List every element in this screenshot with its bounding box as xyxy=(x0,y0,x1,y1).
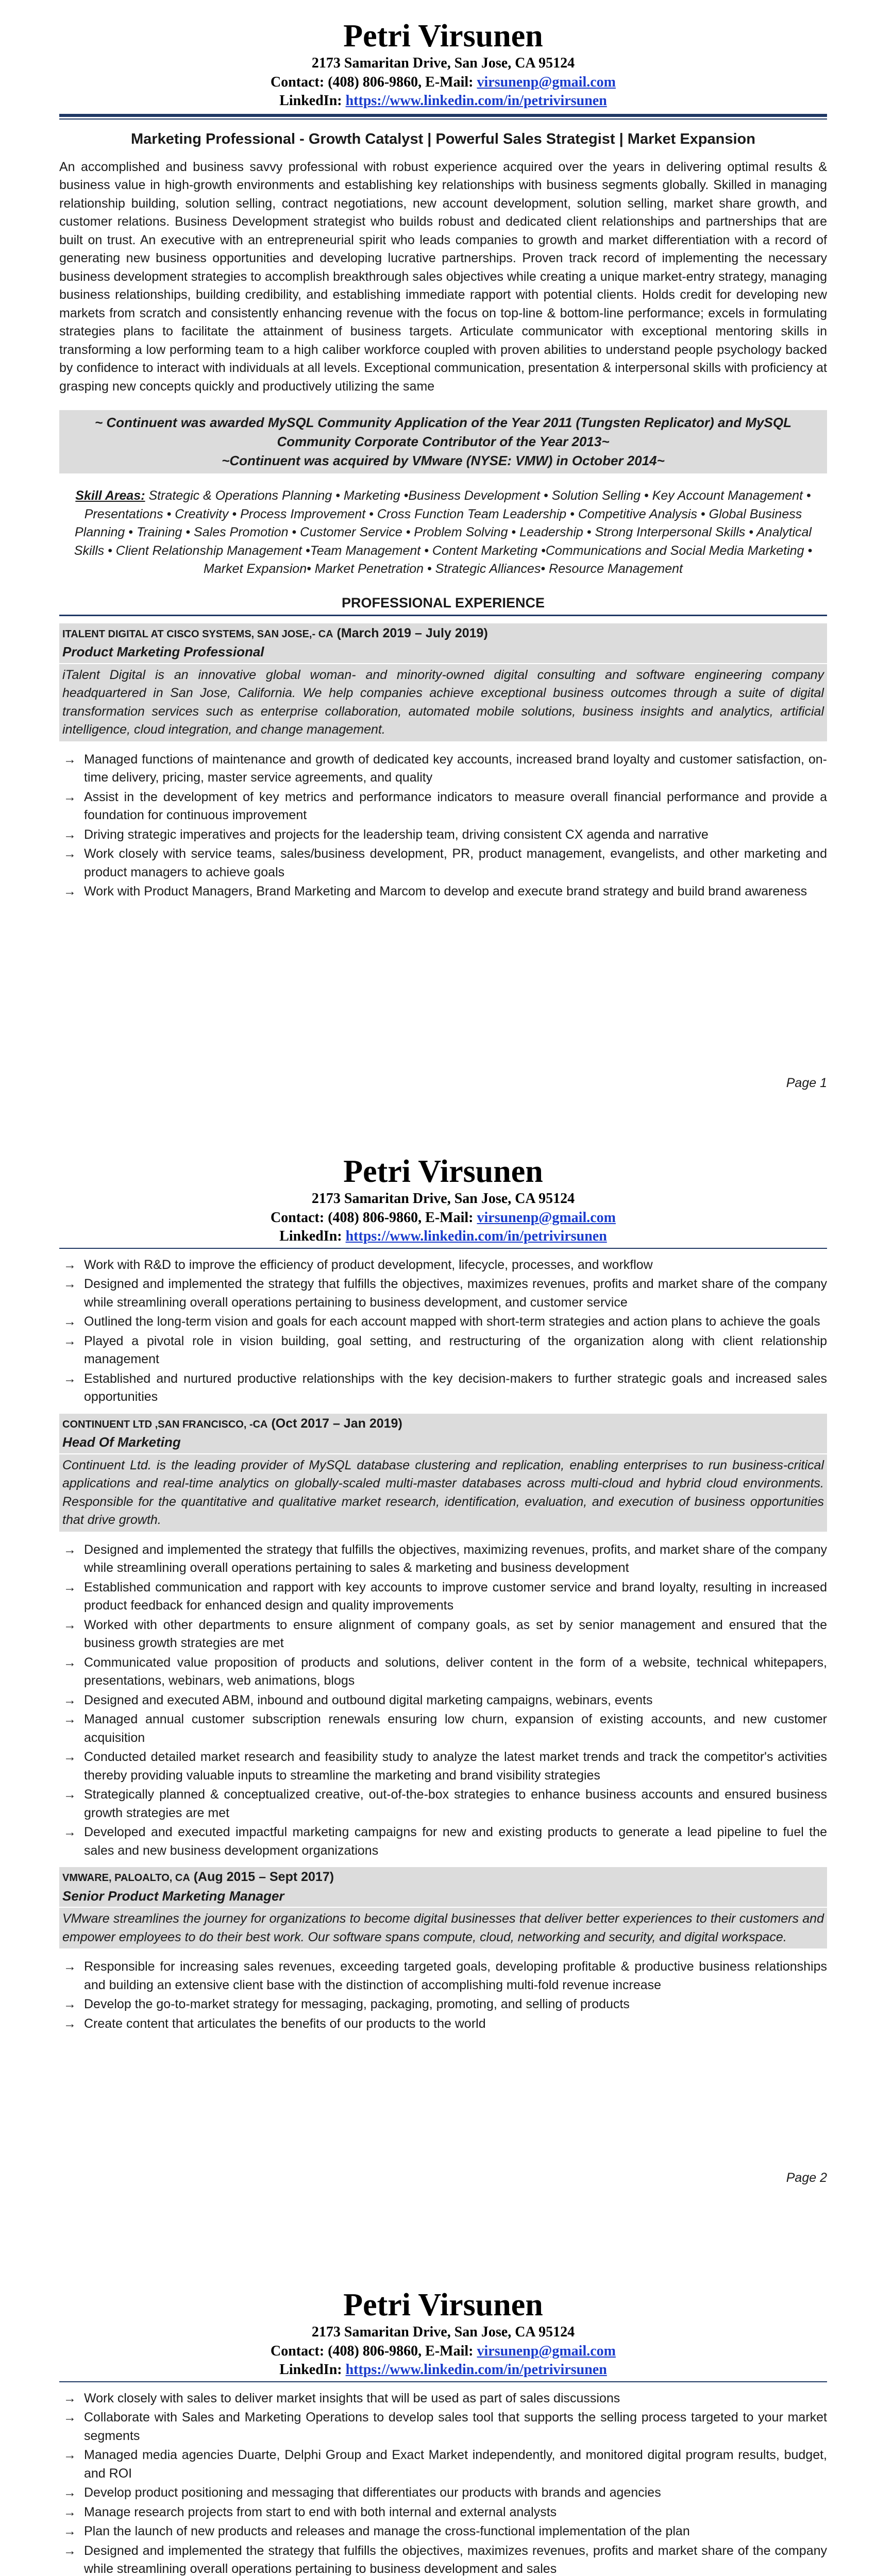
list-item-text: Work with Product Managers, Brand Marketing and Marcom to develop and execute brand strategy and build brand awareness xyxy=(84,884,807,899)
contact-line xyxy=(59,2342,827,2361)
arrow-icon: → xyxy=(63,1371,76,1386)
arrow-icon: → xyxy=(63,1959,76,1974)
job-header-continuent-ltd xyxy=(59,1414,827,1453)
arrow-icon: → xyxy=(63,1314,76,1329)
list-item-text: Communicated value proposition of products and solutions, deliver content in the form of a website, technical whitepapers, presentations, webinars, web animations, blogs xyxy=(84,1655,827,1688)
list-item-text: Assist in the development of key metrics and performance indicators to measure overall financial performance and provide a foundation for continuous improvement xyxy=(84,789,827,823)
list-item-text: Designed and implemented the strategy that fulfills the objectives, maximizes revenues, profits and market share of the company while streamlining overall operations pertaining to business development and sales xyxy=(84,2543,827,2576)
skill-areas xyxy=(70,487,817,579)
award-line-2: ~Continuent was acquired by VMware (NYSE: VMW) in October 2014~ xyxy=(222,453,665,469)
arrow-icon: → xyxy=(63,1617,76,1632)
arrow-icon: → xyxy=(63,1257,76,1272)
linkedin-prefix: LinkedIn: xyxy=(279,93,346,109)
list-item xyxy=(59,1579,827,1615)
job-description: VMware streamlines the journey for organizations to become digital businesses that deliver better experiences to their customers and empower employees to do their best work. Our software spans compute, cloud, networking and security, and digital workspace. xyxy=(59,1908,827,1948)
list-item xyxy=(59,2503,827,2522)
linkedin-prefix: LinkedIn: xyxy=(279,1228,346,1245)
job-company: ITALENT DIGITAL AT CISCO SYSTEMS, SAN JOSE,- CA xyxy=(62,628,333,640)
list-item-text: Collaborate with Sales and Marketing Operations to develop sales tool that supports the selling process targeted to your market segments xyxy=(84,2410,827,2443)
list-item-text: Established communication and rapport with key accounts to improve customer service and brand loyalty, resulting in increased product feedback for enhanced design and quality improvements xyxy=(84,1580,827,1613)
list-item xyxy=(59,1691,827,1710)
resume-page-3 xyxy=(0,2267,876,2576)
skill-areas-list: Strategic & Operations Planning • Marketing •Business Development • Solution Selling • Key Account Management • Presentations • Creativity • Process Improvement • Cross Function Team Leadership • Competitive Analysis • Global Business Planning • Training • Sales Promotion • Customer Service • Problem Solving • Leadership • Strong Interpersonal Skills • Analytical Skills • Client Relationship Management •Team Management • Content Marketing •Communications and Social Media Marketing • Market Expansion• Market Penetration • Strategic Alliances• Resource Management xyxy=(74,488,813,576)
job-title: Senior Product Marketing Manager xyxy=(62,1888,284,1904)
job-dates: (March 2019 – July 2019) xyxy=(333,625,488,640)
list-item xyxy=(59,1748,827,1785)
award-line-1: ~ Continuent was awarded MySQL Community Application of the Year 2011 (Tungsten Replicator) and MySQL Community Corporate Contributor of the Year 2013~ xyxy=(95,415,791,450)
arrow-icon: → xyxy=(63,884,76,899)
arrow-icon: → xyxy=(63,2543,76,2558)
arrow-icon: → xyxy=(63,2504,76,2519)
list-item-text: Strategically planned & conceptualized creative, out-of-the-box strategies to enhance business accounts and ensured business growth strategies are met xyxy=(84,1787,827,1820)
linkedin-link[interactable]: https://www.linkedin.com/in/petrivirsunen xyxy=(345,93,607,109)
job-company: CONTINUENT LTD ,SAN FRANCISCO, -CA xyxy=(62,1418,268,1430)
list-item-text: Managed media agencies Duarte, Delphi Group and Exact Market independently, and monitored digital program results, budget, and ROI xyxy=(84,2448,827,2481)
contact-line xyxy=(59,1209,827,1227)
arrow-icon: → xyxy=(63,1997,76,2012)
list-item xyxy=(59,2446,827,2483)
job-header-italent xyxy=(59,623,827,663)
list-item xyxy=(59,1654,827,1690)
job-bullets-italent-p1 xyxy=(59,751,827,901)
candidate-name: Petri Virsunen xyxy=(343,19,543,54)
list-item-text: Work closely with service teams, sales/business development, PR, product management, evangelists, and other marketing and product managers to achieve goals xyxy=(84,846,827,879)
header-divider xyxy=(59,1248,827,1249)
arrow-icon: → xyxy=(63,2016,76,2031)
linkedin-line xyxy=(59,92,827,110)
arrow-icon: → xyxy=(63,1655,76,1670)
list-item-text: Work with R&D to improve the efficiency of product development, lifecycle, processes, and workflow xyxy=(84,1257,653,1272)
resume-header xyxy=(59,19,827,111)
list-item-text: Conducted detailed market research and feasibility study to analyze the latest market trends and track the competitor's activities thereby providing valuable inputs to streamline the marketing and brand visibility strategies xyxy=(84,1750,827,1783)
list-item-text: Create content that articulates the benefits of our products to the world xyxy=(84,2016,486,2031)
resume-header xyxy=(59,1154,827,1246)
candidate-name: Petri Virsunen xyxy=(343,1154,543,1189)
candidate-name: Petri Virsunen xyxy=(343,2287,543,2323)
list-item-text: Played a pivotal role in vision building, goal setting, and restructuring of the organization along with client relationship management xyxy=(84,1333,827,1367)
list-item xyxy=(59,845,827,882)
job-bullets-continuent-ltd xyxy=(59,1541,827,1860)
list-item-text: Designed and executed ABM, inbound and outbound digital marketing campaigns, webinars, events xyxy=(84,1692,653,1707)
job-bullets-vmware-p2 xyxy=(59,1958,827,2033)
list-item-text: Established and nurtured productive relationships with the key decision-makers to further strategic goals and increased sales opportunities xyxy=(84,1371,827,1404)
address: 2173 Samaritan Drive, San Jose, CA 95124 xyxy=(311,1191,575,1207)
list-item xyxy=(59,2389,827,2408)
page-2-content xyxy=(59,1154,827,2040)
resume-page-1 xyxy=(0,0,876,1133)
list-item xyxy=(59,1275,827,1312)
job-dates: (Aug 2015 – Sept 2017) xyxy=(190,1870,334,1885)
list-item xyxy=(59,1823,827,1860)
email-link[interactable]: virsunenp@gmail.com xyxy=(477,1209,616,1226)
job-title: Head Of Marketing xyxy=(62,1434,181,1450)
professional-headline: Marketing Professional - Growth Catalyst | Powerful Sales Strategist | Market Expansion xyxy=(131,130,755,147)
list-item-text: Designed and implemented the strategy that fulfills the objectives, maximizes revenues, profits and market share of the company while streamlining overall operations pertaining to business development, and customer service xyxy=(84,1277,827,1310)
list-item xyxy=(59,2484,827,2502)
linkedin-line xyxy=(59,2361,827,2379)
award-banner xyxy=(59,410,827,473)
list-item-text: Manage research projects from start to end with both internal and external analysts xyxy=(84,2504,557,2519)
job-header-vmware xyxy=(59,1867,827,1907)
resume-page-2 xyxy=(0,1133,876,2267)
list-item-text: Driving strategic imperatives and projects for the leadership team, driving consistent CX agenda and narrative xyxy=(84,827,709,842)
linkedin-link[interactable]: https://www.linkedin.com/in/petrivirsunen xyxy=(345,2362,607,2378)
list-item xyxy=(59,1313,827,1331)
job-description: iTalent Digital is an innovative global woman- and minority-owned digital consulting and software engineering company headquartered in San Jose, California. We help companies achieve exceptional business outcomes through a suite of digital transformation services such as enterprise collaboration, automated mobile solutions, business insights and analytics, artificial intelligence, cloud integration, and change management. xyxy=(59,664,827,741)
list-item xyxy=(59,2542,827,2576)
arrow-icon: → xyxy=(63,1787,76,1802)
list-item xyxy=(59,751,827,787)
list-item xyxy=(59,826,827,844)
list-item xyxy=(59,2522,827,2541)
contact-prefix: Contact: (408) 806-9860, E-Mail: xyxy=(271,2343,477,2359)
job-title: Product Marketing Professional xyxy=(62,644,264,660)
arrow-icon: → xyxy=(63,1712,76,1727)
job-description: Continuent Ltd. is the leading provider of MySQL database clustering and replication, enabling enterprises to run business-critical applications and real-time analytics on globally-scaled multi-master databases across multi-cloud and hybrid cloud environments. Responsible for the quantitative and qualitative market research, identification, evaluation, and execution of business opportunities that drive growth. xyxy=(59,1454,827,1532)
list-item xyxy=(59,1616,827,1653)
arrow-icon: → xyxy=(63,846,76,861)
list-item-text: Worked with other departments to ensure alignment of company goals, as set by senior management and ensured that the business growth strategies are met xyxy=(84,1617,827,1651)
linkedin-prefix: LinkedIn: xyxy=(279,2362,346,2378)
page-1-content xyxy=(59,19,827,908)
header-divider-thin xyxy=(59,118,827,120)
list-item-text: Managed annual customer subscription renewals ensuring low churn, expansion of existing accounts, and new customer acquisition xyxy=(84,1712,827,1745)
linkedin-line xyxy=(59,1227,827,1246)
arrow-icon: → xyxy=(63,2485,76,2500)
job-bullets-italent-p2 xyxy=(59,1256,827,1406)
resume-header xyxy=(59,2287,827,2380)
page-number: Page 2 xyxy=(786,2171,827,2185)
email-link[interactable]: virsunenp@gmail.com xyxy=(477,2343,616,2359)
address: 2173 Samaritan Drive, San Jose, CA 95124 xyxy=(311,55,575,72)
list-item xyxy=(59,1541,827,1578)
list-item xyxy=(59,1786,827,1822)
list-item-text: Work closely with sales to deliver market insights that will be used as part of sales discussions xyxy=(84,2391,620,2405)
header-divider xyxy=(59,2381,827,2382)
list-item xyxy=(59,2015,827,2033)
job-dates: (Oct 2017 – Jan 2019) xyxy=(267,1416,402,1431)
page-number: Page 1 xyxy=(786,1076,827,1090)
list-item-text: Designed and implemented the strategy that fulfills the objectives, maximizing revenues, profits, and market share of the company while streamlining overall operations pertaining to sales & marketing and business development xyxy=(84,1542,827,1575)
list-item xyxy=(59,788,827,825)
arrow-icon: → xyxy=(63,2524,76,2539)
page-3-content xyxy=(59,2287,827,2576)
arrow-icon: → xyxy=(63,789,76,804)
list-item xyxy=(59,1370,827,1406)
list-item-text: Managed functions of maintenance and growth of dedicated key accounts, increased brand loyalty and customer satisfaction, on-time delivery, pricing, master service agreements, and quality xyxy=(84,752,827,785)
list-item xyxy=(59,883,827,901)
header-divider-thick xyxy=(59,114,827,117)
arrow-icon: → xyxy=(63,2391,76,2405)
arrow-icon: → xyxy=(63,1580,76,1595)
list-item xyxy=(59,2409,827,2445)
arrow-icon: → xyxy=(63,2410,76,2425)
arrow-icon: → xyxy=(63,1333,76,1348)
list-item-text: Responsible for increasing sales revenues, exceeding targeted goals, developing profitable & productive business relationships and building an extensive client base with the distinction of accomplishing multi-fold revenue increase xyxy=(84,1959,827,1992)
job-bullets-vmware-p3 xyxy=(59,2389,827,2576)
arrow-icon: → xyxy=(63,827,76,842)
list-item xyxy=(59,1332,827,1369)
job-company: VMWARE, PALOALTO, CA xyxy=(62,1872,190,1884)
list-item xyxy=(59,1256,827,1275)
list-item xyxy=(59,1958,827,1994)
list-item-text: Outlined the long-term vision and goals for each account mapped with short-term strategies and action plans to achieve the goals xyxy=(84,1314,820,1329)
professional-summary: An accomplished and business savvy professional with robust experience acquired over the years in delivering optimal results & business value in high-growth environments and establishing key relationships with business segments globally. Skilled in managing relationship building, solution selling, contract negotiations, new account development, solution selling, market share growth, and customer relations. Business Development strategist who builds robust and dedicated client relationships and partnerships that are built on trust. An executive with an entrepreneurial spirit who leads companies to growth and market differentiation with a record of generating new business opportunities and developing lucrative partnerships. Proven track record of implementing the necessary business development strategies to accomplish breakthrough sales objectives while creating a unique market-entry strategy, managing business relationships, building credibility, and establishing immediate rapport with potential clients. Holds credit for developing new markets from scratch and consistently enhancing revenue with the focus on top-line & bottom-line performance; excels in formulating strategies plans to facilitate the attainment of business targets. Articulate communicator with exceptional mentoring skills in transforming a low performing team to a high caliber workforce coupled with proven abilities to understand people psychology backed by confidence to interact with individuals at all levels. Exceptional communication, presentation & interpersonal skills with proficiency at grasping new concepts quickly and productively utilizing the same xyxy=(59,159,827,394)
linkedin-link[interactable]: https://www.linkedin.com/in/petrivirsunen xyxy=(345,1228,607,1245)
arrow-icon: → xyxy=(63,1825,76,1840)
arrow-icon: → xyxy=(63,1750,76,1765)
arrow-icon: → xyxy=(63,1692,76,1707)
contact-prefix: Contact: (408) 806-9860, E-Mail: xyxy=(271,74,477,90)
arrow-icon: → xyxy=(63,1542,76,1557)
arrow-icon: → xyxy=(63,2448,76,2463)
list-item-text: Develop the go-to-market strategy for messaging, packaging, promoting, and selling of products xyxy=(84,1997,630,2012)
email-link[interactable]: virsunenp@gmail.com xyxy=(477,74,616,90)
arrow-icon: → xyxy=(63,1277,76,1292)
list-item-text: Developed and executed impactful marketing campaigns for new and existing products to generate a lead pipeline to fuel the sales and new business development organizations xyxy=(84,1825,827,1858)
section-professional-experience: PROFESSIONAL EXPERIENCE xyxy=(59,593,827,616)
address: 2173 Samaritan Drive, San Jose, CA 95124 xyxy=(311,2324,575,2341)
arrow-icon: → xyxy=(63,752,76,767)
contact-prefix: Contact: (408) 806-9860, E-Mail: xyxy=(271,1209,477,1226)
list-item-text: Plan the launch of new products and releases and manage the cross-functional implementation of the plan xyxy=(84,2524,690,2539)
list-item-text: Develop product positioning and messaging that differentiates our products with brands and agencies xyxy=(84,2485,661,2500)
skill-areas-label: Skill Areas: xyxy=(75,488,145,503)
contact-line xyxy=(59,73,827,92)
list-item xyxy=(59,1995,827,2014)
list-item xyxy=(59,1710,827,1747)
